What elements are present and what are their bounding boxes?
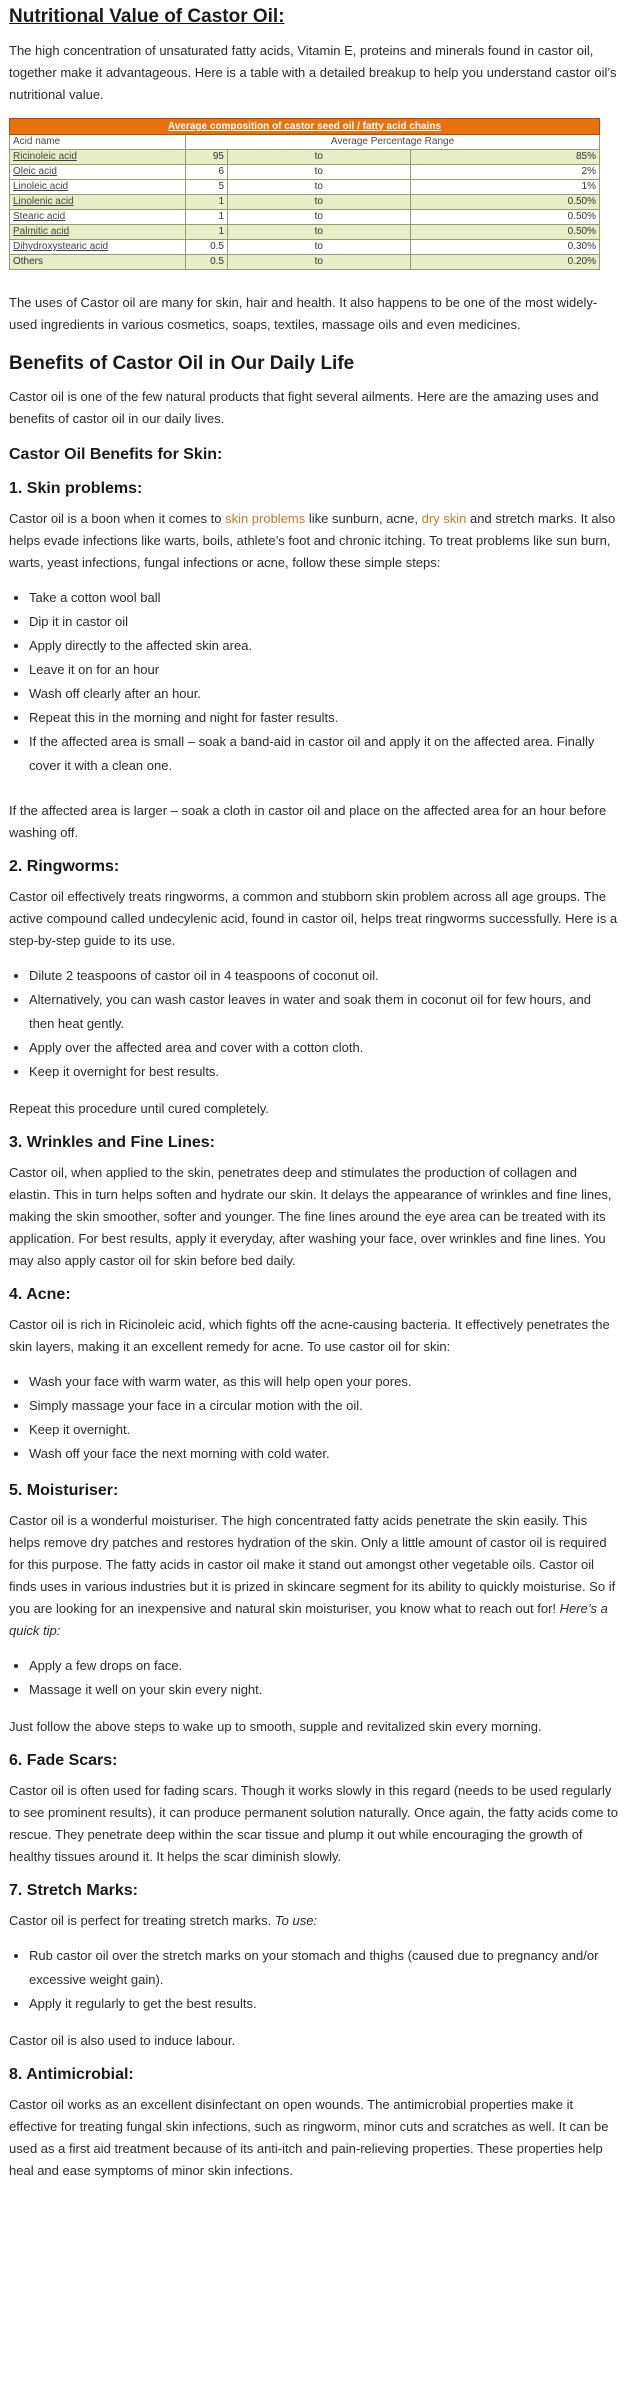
ringworms-steps [9,964,618,1084]
skin-benefits-heading: Castor Oil Benefits for Skin: [9,446,223,463]
list-item: • Dilute 2 teaspoons of castor oil in 4 teaspoons of coconut oil. [29,964,618,988]
benefits-intro: Castor oil is one of the few natural products that fight several ailments. Here are the amazing uses and benefits of castor oil in our daily lives. [9,389,599,426]
uses-paragraph: The uses of Castor oil are many for skin, hair and health. It also happens to be one of the most widely-used ingredients in various cosmetics, soaps, textiles, massage oils and even medicines. [9,295,598,332]
section-heading-skin-problems: 1. Skin problems: [9,480,143,497]
list-item: • Apply directly to the affected skin area. [29,634,618,658]
section-heading-wrinkles: 3. Wrinkles and Fine Lines: [9,1134,215,1151]
list-item: • Simply massage your face in a circular motion with the oil. [29,1394,618,1418]
list-item: • Wash off clearly after an hour. [29,682,618,706]
table-row: Palmitic acid 1 to 0.50% [10,225,600,240]
moisturiser-paragraph: Castor oil is a wonderful moisturiser. The high concentrated fatty acids penetrate the skin easily. This helps remove dry patches and restores hydration of the skin. Only a little amount of castor oil is required for this purpose. The fatty acids in castor oil make it stand out amongst other vegetable oils. Castor oil finds uses in various industries but it is prized in skincare segment for its ability to quickly moisturise. So if you are looking for an inexpensive and natural skin moisturiser, you know what to reach out for! Here’s a quick tip: [9,1513,616,1638]
section-heading-antimicrobial: 8. Antimicrobial: [9,2066,134,2083]
table-row: Linoleic acid 5 to 1% [10,180,600,195]
skin-problems-link[interactable]: skin problems [225,511,306,526]
nutrition-table [9,118,600,270]
acid-link[interactable]: Dihydroxystearic acid [10,240,186,255]
list-item: • If the affected area is small – soak a band-aid in castor oil and apply it on the affected area. Finally cover it with a clean one. [29,730,618,778]
acid-link[interactable]: Stearic acid [10,210,186,225]
skin-problems-after: If the affected area is larger – soak a cloth in castor oil and place on the affected area for an hour before washing off. [9,803,607,840]
antimicrobial-paragraph: Castor oil works as an excellent disinfectant on open wounds. The antimicrobial properties make it effective for treating fungal skin infections, such as ringworm, minor cuts and scratches as well. It can be used as a first aid treatment because of its anti-itch and pain-relieving properties. These properties help heal and ease symptoms of minor skin infections. [9,2097,609,2178]
col-average-range: Average Percentage Range [186,135,600,150]
skin-problems-steps [9,586,618,778]
acid-link[interactable]: Ricinoleic acid [10,150,186,165]
list-item: • Wash your face with warm water, as this will help open your pores. [29,1370,618,1394]
list-item: • Keep it overnight for best results. [29,1060,618,1084]
table-caption[interactable]: Average composition of castor seed oil / fatty acid chains [10,119,600,135]
col-acid-name: Acid name [10,135,186,150]
fade-scars-paragraph: Castor oil is often used for fading scars. Though it works slowly in this regard (needs to be used regularly to see prominent results), it can produce permanent solution naturally. Once again, the fatty acids come to rescue. They penetrate deep within the scar tissue and plump it out while encouraging the growth of healthy tissues around it. It helps the scar diminish slowly. [9,1783,618,1864]
list-item: • Dip it in castor oil [29,610,618,634]
list-item: • Rub castor oil over the stretch marks on your stomach and thighs (caused due to pregnancy and/or excessive weight gain). [29,1944,618,1992]
stretch-marks-after: Castor oil is also used to induce labour. [9,2033,236,2048]
section-heading-stretch-marks: 7. Stretch Marks: [9,1882,138,1899]
acne-steps [9,1370,618,1466]
table-row: Oleic acid 6 to 2% [10,165,600,180]
list-item: • Leave it on for an hour [29,658,618,682]
acid-link[interactable]: Palmitic acid [10,225,186,240]
section-heading-fade-scars: 6. Fade Scars: [9,1752,118,1769]
ringworms-after: Repeat this procedure until cured completely. [9,1101,269,1116]
quick-tip-label: Here’s a quick tip: [9,1601,608,1638]
list-item: • Alternatively, you can wash castor leaves in water and soak them in coconut oil for few hours, and then heat gently. [29,988,618,1036]
section-heading-acne: 4. Acne: [9,1286,71,1303]
acid-link[interactable]: Linoleic acid [10,180,186,195]
to-use-label: To use: [274,1913,318,1928]
acid-name: Others [10,255,186,270]
table-row: Linolenic acid 1 to 0.50% [10,195,600,210]
acid-link[interactable]: Oleic acid [10,165,186,180]
acid-link[interactable]: Linolenic acid [10,195,186,210]
table-row: Stearic acid 1 to 0.50% [10,210,600,225]
table-row: Ricinoleic acid 95 to 85% [10,150,600,165]
page-title: Nutritional Value of Castor Oil: [9,6,285,27]
skin-problems-paragraph: Castor oil is a boon when it comes to skin problems like sunburn, acne, dry skin and stretch marks. It also helps evade infections like warts, boils, athlete’s foot and chronic itching. To treat problems like sun burn, warts, yeast infections, fungal infections or acne, follow these simple steps: [9,511,616,570]
dry-skin-link[interactable]: dry skin [421,511,467,526]
wrinkles-paragraph: Castor oil, when applied to the skin, penetrates deep and stimulates the production of collagen and elastin. This in turn helps soften and hydrate our skin. It delays the appearance of wrinkles and fine lines, making the skin smoother, softer and younger. The fine lines around the eye area can be treated with its application. For best results, apply it everyday, after washing your face, over wrinkles and fine lines. You may also apply castor oil for skin before bed daily. [9,1165,612,1268]
table-row: Others 0.5 to 0.20% [10,255,600,270]
stretch-marks-steps [9,1944,618,2016]
list-item: • Wash off your face the next morning with cold water. [29,1442,618,1466]
moisturiser-steps [9,1654,618,1702]
list-item: • Massage it well on your skin every night. [29,1678,618,1702]
list-item: • Apply it regularly to get the best results. [29,1992,618,2016]
acne-paragraph: Castor oil is rich in Ricinoleic acid, which fights off the acne-causing bacteria. It effectively penetrates the skin layers, making it an excellent remedy for acne. To use castor oil for skin: [9,1317,610,1354]
list-item: • Apply a few drops on face. [29,1654,618,1678]
ringworms-paragraph: Castor oil effectively treats ringworms, a common and stubborn skin problem across all age groups. The active compound called undecylenic acid, found in castor oil, helps treat ringworms successfully. Here is a step-by-step guide to its use. [9,889,618,948]
section-heading-moisturiser: 5. Moisturiser: [9,1482,119,1499]
list-item: • Apply over the affected area and cover with a cotton cloth. [29,1036,618,1060]
list-item: • Repeat this in the morning and night for faster results. [29,706,618,730]
stretch-marks-paragraph: Castor oil is perfect for treating stretch marks. To use: [9,1913,318,1928]
table-row: Dihydroxystearic acid 0.5 to 0.30% [10,240,600,255]
section-heading-ringworms: 2. Ringworms: [9,858,120,875]
list-item: • Take a cotton wool ball [29,586,618,610]
moisturiser-after: Just follow the above steps to wake up to smooth, supple and revitalized skin every morning. [9,1719,542,1734]
intro-paragraph: The high concentration of unsaturated fatty acids, Vitamin E, proteins and minerals found in castor oil, together make it advantageous. Here is a table with a detailed breakup to help you understand castor oil’s nutritional value. [9,43,617,102]
list-item: • Keep it overnight. [29,1418,618,1442]
benefits-heading: Benefits of Castor Oil in Our Daily Life [9,353,355,374]
